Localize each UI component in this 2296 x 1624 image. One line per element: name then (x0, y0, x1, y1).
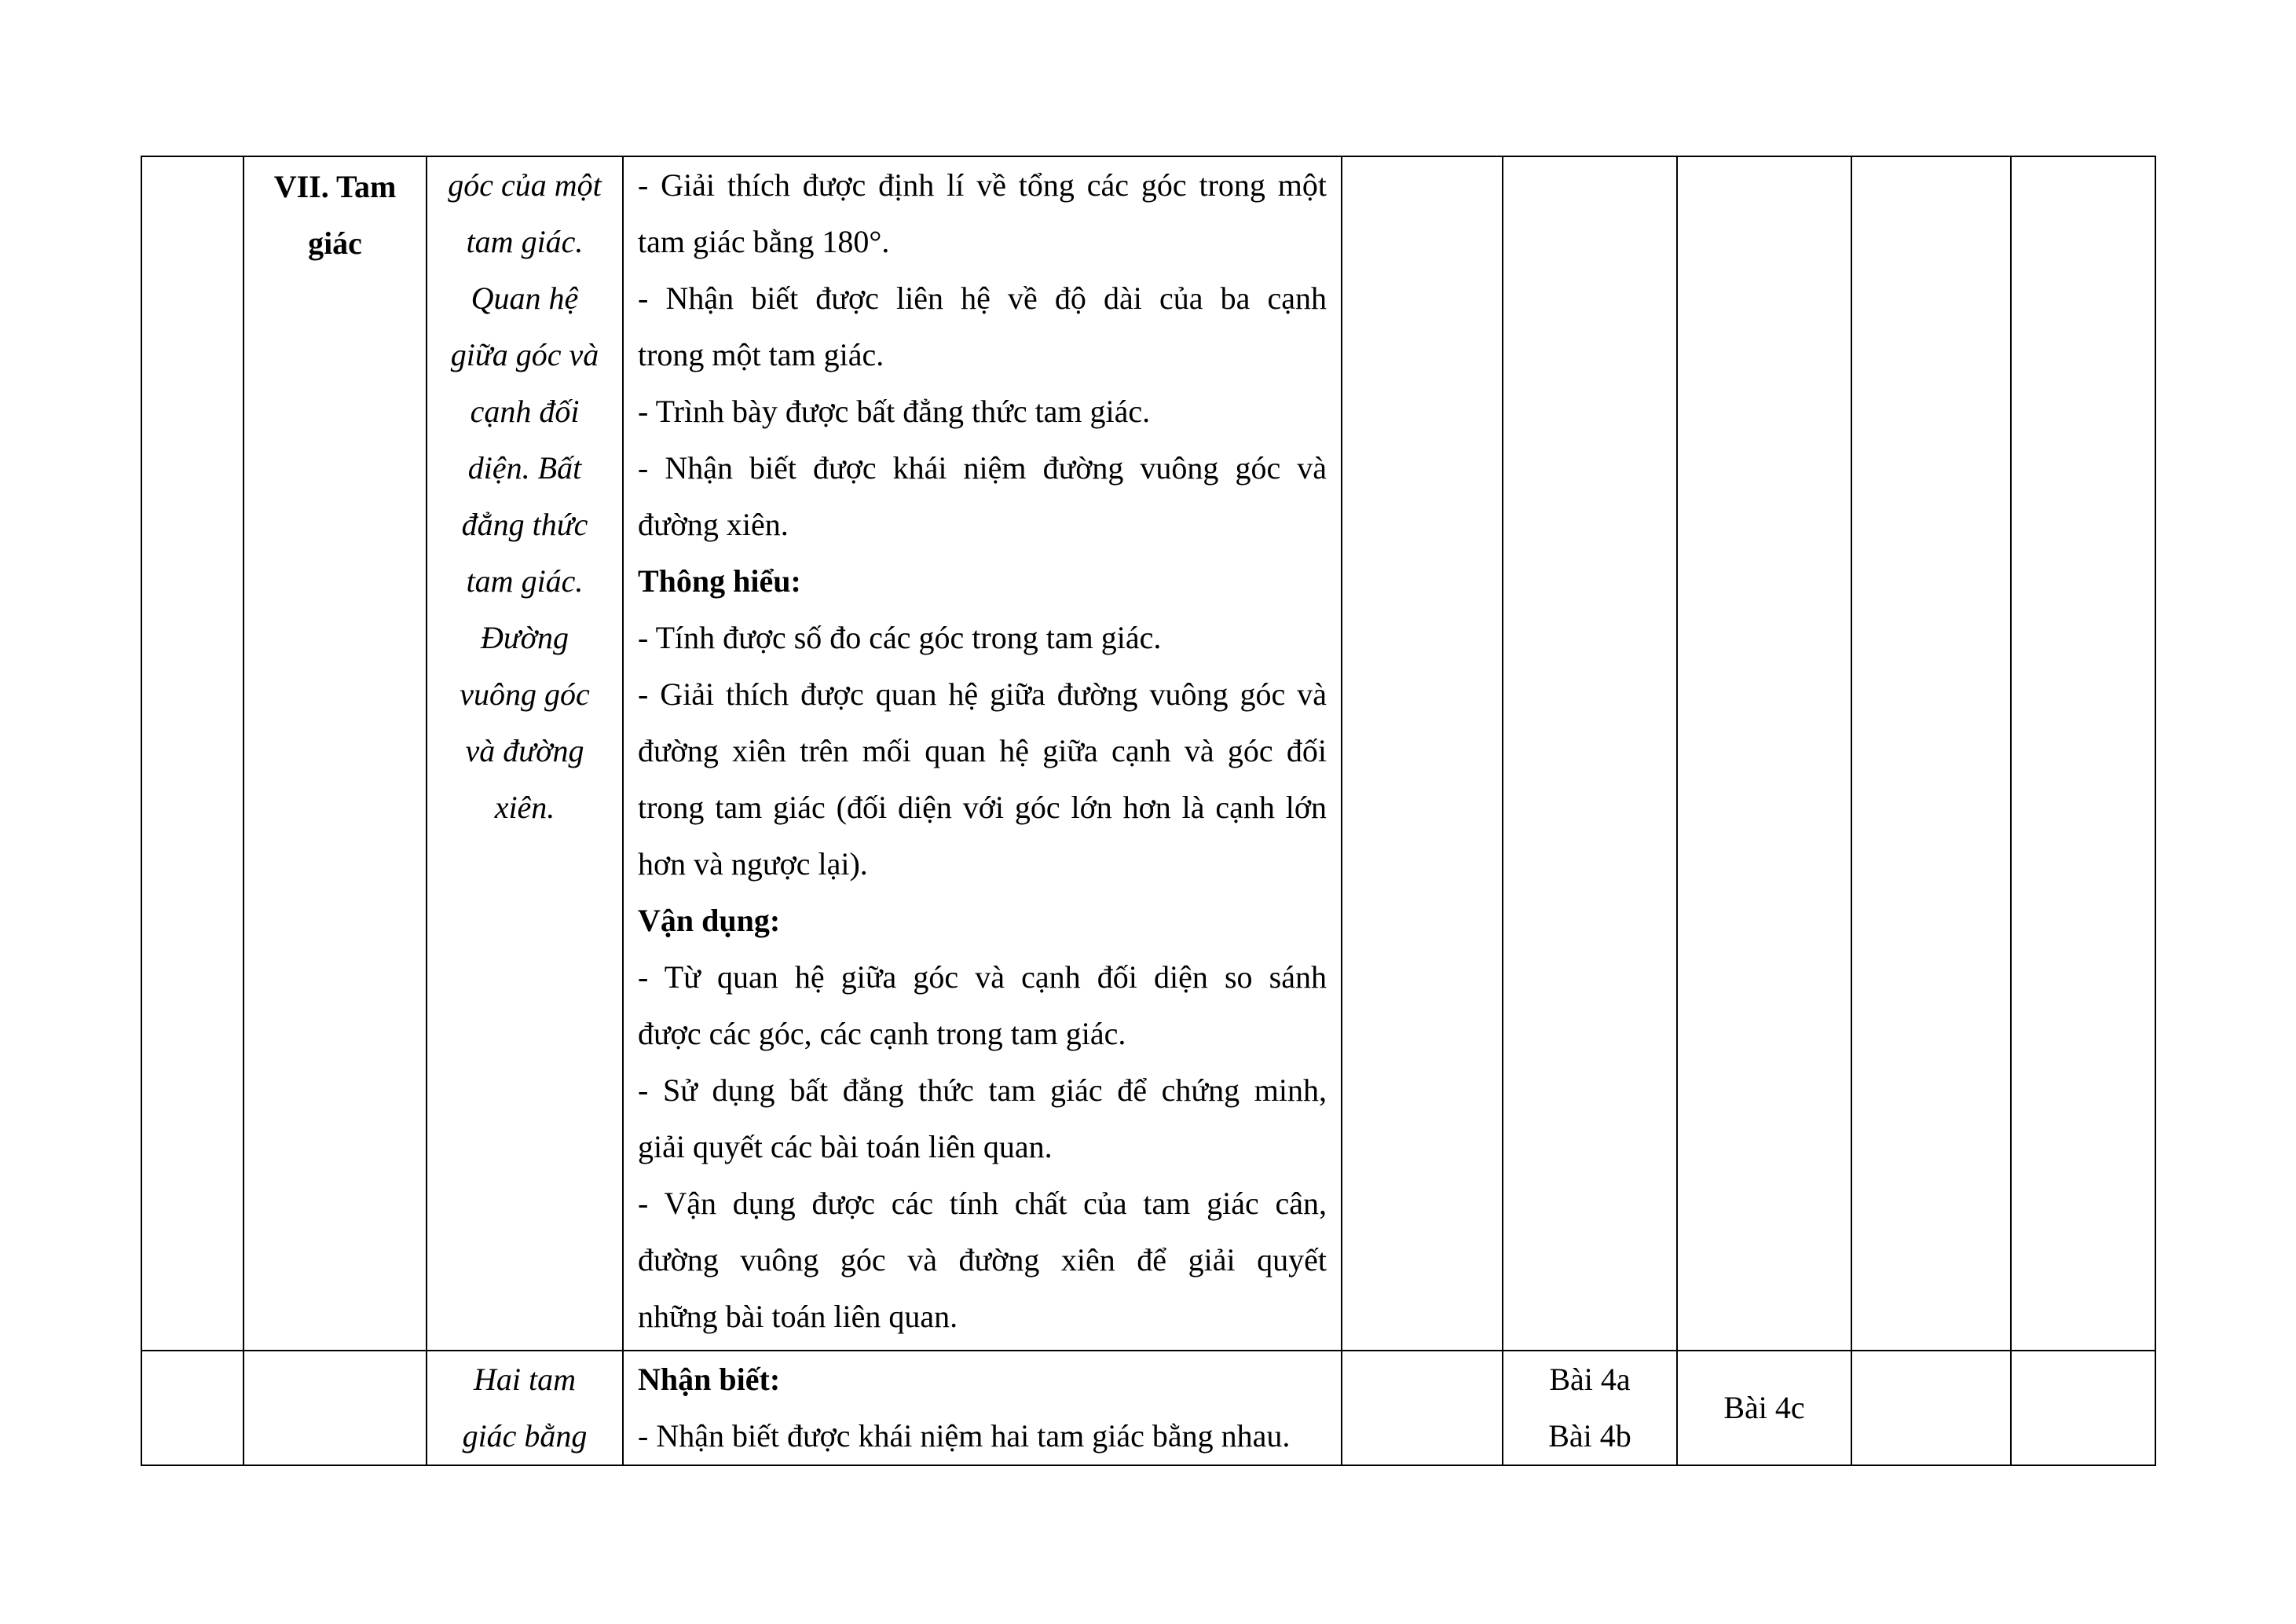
requirement-line: trong một tam giác. (638, 337, 884, 372)
question-cell (1503, 1351, 1677, 1465)
question-label: Bài 4c (1723, 1390, 1805, 1425)
requirement-line: những bài toán liên quan. (638, 1299, 958, 1334)
table-row (141, 1351, 2155, 1465)
requirement-line: - Nhận biết được liên hệ về độ dài của ba cạnh (638, 280, 1327, 316)
topic-line: vuông góc (460, 676, 590, 712)
requirement-cell (623, 156, 1342, 1351)
requirement-line: đường xiên trên mối quan hệ giữa cạnh và góc đối (638, 733, 1327, 768)
chapter-title-line: VII. Tam (273, 169, 397, 204)
topic-line: giữa góc và (450, 337, 599, 372)
index-cell (141, 1351, 244, 1465)
application-heading: Vận dụng: (638, 903, 781, 938)
empty-cell (1342, 156, 1503, 1351)
chapter-cell (244, 156, 427, 1351)
empty-cell (1851, 1351, 2011, 1465)
empty-cell (1342, 1351, 1503, 1465)
requirement-line: - Vận dụng được các tính chất của tam giác cân, (638, 1186, 1327, 1221)
requirement-line: giải quyết các bài toán liên quan. (638, 1129, 1053, 1164)
requirement-cell (623, 1351, 1342, 1465)
topic-line: giác bằng (462, 1418, 588, 1454)
requirement-line: đường vuông góc và đường xiên để giải quyết (638, 1242, 1327, 1278)
topic-line: tam giác. (466, 563, 584, 599)
chapter-title-line: giác (308, 225, 362, 261)
requirement-line: tam giác bằng 180°. (638, 224, 890, 259)
topic-line: Quan hệ (471, 280, 579, 316)
empty-cell (2011, 1351, 2155, 1465)
requirement-line: - Tính được số đo các góc trong tam giác. (638, 620, 1162, 655)
topic-cell (427, 156, 623, 1351)
topic-line: xiên. (494, 790, 555, 825)
topic-line: đẳng thức (461, 507, 588, 542)
question-cell (1677, 1351, 1851, 1465)
requirement-line: - Nhận biết được khái niệm đường vuông góc và (638, 450, 1327, 486)
requirement-line: - Trình bày được bất đẳng thức tam giác. (638, 394, 1151, 429)
requirement-line: - Từ quan hệ giữa góc và cạnh đối diện so sánh (638, 959, 1327, 995)
empty-cell (1677, 156, 1851, 1351)
requirement-line: trong tam giác (đối diện với góc lớn hơn là cạnh lớn (638, 790, 1327, 825)
topic-line: và đường (465, 733, 584, 768)
question-label: Bài 4a (1549, 1362, 1631, 1397)
understanding-heading: Thông hiểu: (638, 563, 801, 599)
question-label: Bài 4b (1548, 1418, 1631, 1454)
knowledge-matrix-table (141, 156, 2156, 1466)
empty-cell (1851, 156, 2011, 1351)
requirement-line: - Giải thích được định lí về tổng các góc trong một (638, 167, 1327, 203)
requirement-line: - Giải thích được quan hệ giữa đường vuông góc và (638, 676, 1327, 712)
empty-cell (1503, 156, 1677, 1351)
topic-line: cạnh đối (470, 394, 580, 429)
topic-line: Đường (480, 620, 569, 655)
empty-cell (2011, 156, 2155, 1351)
index-cell (141, 156, 244, 1351)
topic-cell (427, 1351, 623, 1465)
topic-line: tam giác. (466, 224, 584, 259)
requirement-line: được các góc, các cạnh trong tam giác. (638, 1016, 1126, 1051)
requirement-line: - Sử dụng bất đẳng thức tam giác để chứng minh, (638, 1072, 1327, 1108)
requirement-line: hơn và ngược lại). (638, 846, 868, 882)
requirement-line: - Nhận biết được khái niệm hai tam giác bằng nhau. (638, 1418, 1291, 1454)
topic-line: diện. Bất (467, 450, 582, 486)
topic-line: góc của một (448, 167, 602, 203)
recognition-heading: Nhận biết: (638, 1362, 781, 1397)
chapter-cell (244, 1351, 427, 1465)
table-row (141, 156, 2155, 1351)
requirement-line: đường xiên. (638, 507, 789, 542)
topic-line: Hai tam (474, 1362, 576, 1397)
